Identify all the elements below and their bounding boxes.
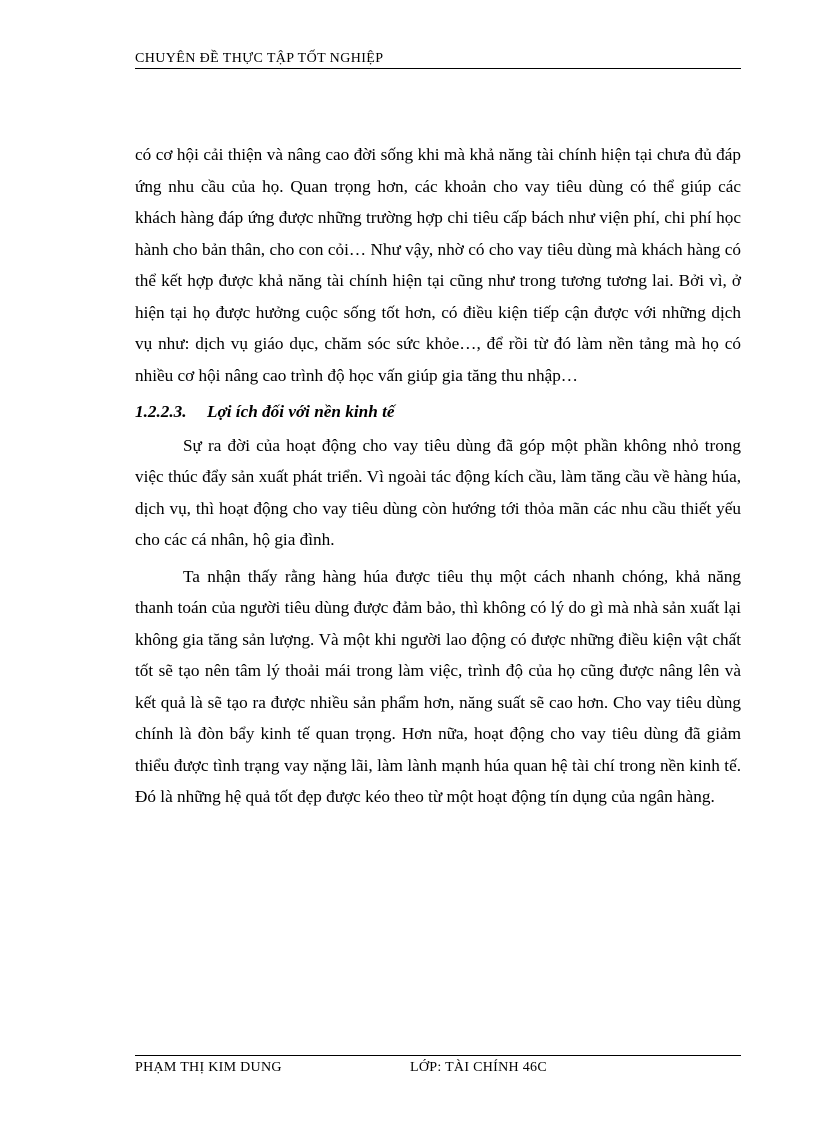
footer-rule (135, 1055, 741, 1056)
body-paragraph-3: Ta nhận thấy rằng hàng húa được tiêu thụ một cách nhanh chóng, khả năng thanh toán của người tiêu dùng được đảm bảo, thì không có lý do gì mà nhà sản xuất lại không gia tăng sản lượng. Và một khi người lao động có được những điều kiện vật chất tốt sẽ tạo nên tâm lý thoải mái trong làm việc, trình độ của họ cũng được nâng lên và kết quả là sẽ tạo ra được nhiều sản phẩm hơn, năng suất sẽ cao hơn. Cho vay tiêu dùng chính là đòn bẩy kinh tế quan trọng. Hơn nữa, hoạt động cho vay tiêu dùng đã giảm thiểu được tình trạng vay nặng lãi, làm lành mạnh húa quan hệ tài chí trong nền kinh tế. Đó là những hệ quả tốt đẹp được kéo theo từ một hoạt động tín dụng của ngân hàng. (135, 566, 741, 806)
section-heading (135, 396, 741, 428)
section-number: 1.2.2.3. (135, 402, 187, 421)
footer-class: LỚP: TÀI CHÍNH 46C (410, 1060, 547, 1075)
section-title: Lợi ích đối với nền kinh tế (207, 402, 395, 421)
body-paragraph-2: Sự ra đời của hoạt động cho vay tiêu dùng đã góp một phần không nhỏ trong việc thúc đẩy sản xuất phát triển. Vì ngoài tác động kích cầu, làm tăng cầu về hàng húa, dịch vụ, thì hoạt động cho vay tiêu dùng còn hướng tới thỏa mãn các nhu cầu thiết yếu cho các cá nhân, hộ gia đình. (135, 435, 741, 549)
page-content (135, 139, 741, 813)
body-paragraph-1: có cơ hội cải thiện và nâng cao đời sống khi mà khả năng tài chính hiện tại chưa đủ đáp ứng nhu cầu của họ. Quan trọng hơn, các khoản cho vay tiêu dùng có thể giúp các khách hàng đáp ứng được những trường hợp chi tiêu cấp bách như viện phí, chi phí học hành cho bản thân, cho con cỏi… Như vậy, nhờ có cho vay tiêu dùng mà khách hàng có thể kết hợp được khả năng tài chính hiện tại cũng như trong tương tương lai. Bởi vì, ở hiện tại họ được hưởng cuộc sống tốt hơn, có điều kiện tiếp cận được với những dịch vụ như: dịch vụ giáo dục, chăm sóc sức khỏe…, để rồi từ đó làm nền tảng mà họ có nhiều cơ hội nâng cao trình độ học vấn giúp gia tăng thu nhập… (135, 145, 741, 385)
footer-author: PHẠM THỊ KIM DUNG (135, 1060, 282, 1075)
page-header (135, 50, 741, 69)
header-title: CHUYÊN ĐỀ THỰC TẬP TỐT NGHIỆP (135, 51, 384, 66)
